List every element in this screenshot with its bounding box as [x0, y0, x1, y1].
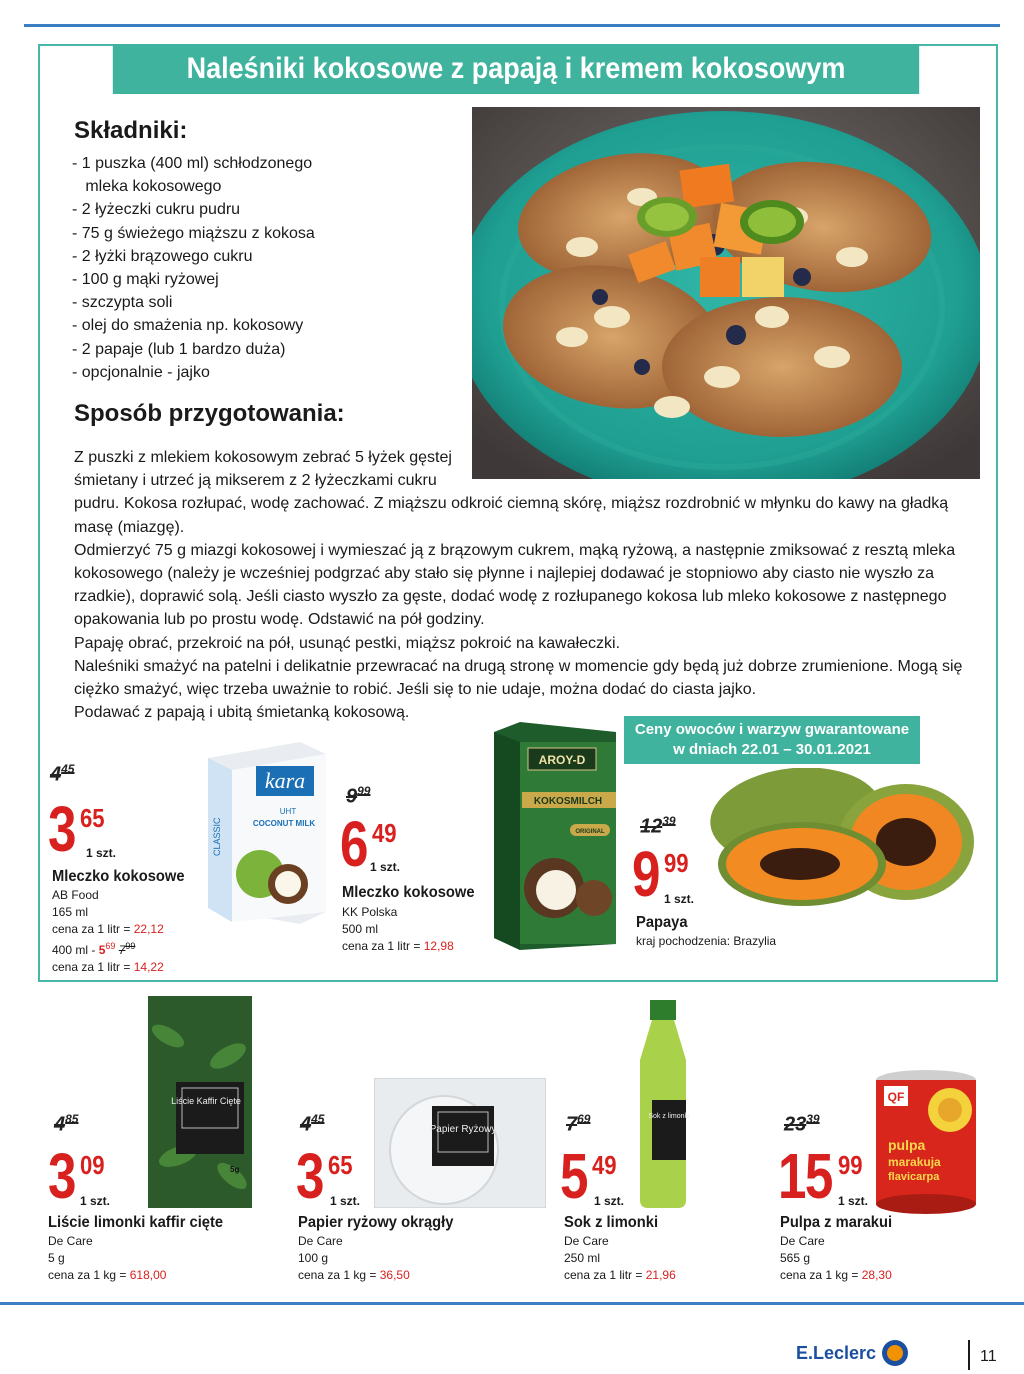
papaya-origin: kraj pochodzenia: Brazylia — [636, 934, 777, 948]
kaffir-pack-weight: 5g — [230, 1165, 240, 1174]
kara-logo: kara — [264, 768, 306, 793]
kaffir-name: Liście limonki kaffir cięte — [48, 1214, 224, 1231]
kaffir-size: 5 g — [48, 1251, 65, 1265]
kara-multi-offer: 400 ml - $5^{69}$ $7^{99}$ — [52, 941, 136, 957]
method-line: rzadkie), doprawić solą. Jeśli ciasto wyszło za gęste, dodać wodę z rozłupanego kokosa lub mleko kokosowe z następnego — [74, 588, 947, 606]
leclerc-wordmark: E.Leclerc — [796, 1342, 877, 1363]
method-line: Papaję obrać, przekroić na pół, usunąć pestki, miąższ pokroić na kawałeczki. — [74, 634, 621, 652]
guarantee-line-2: w dniach 22.01 – 30.01.2021 — [673, 741, 871, 758]
papaya-name: Papaya — [636, 914, 688, 931]
kaffir-old-price: $4^{85}$ — [54, 1112, 79, 1136]
lime-juice-price: 5 49 — [560, 1140, 617, 1212]
kara-unit-price: cena za 1 litr = 22,12 — [52, 922, 164, 936]
guarantee-line-1: Ceny owoców i warzyw gwarantowane — [634, 721, 910, 738]
lime-juice-name: Sok z limonki — [564, 1214, 659, 1231]
passion-old-price: $23^{39}$ — [784, 1112, 820, 1136]
footer-brand — [796, 1340, 908, 1366]
aroyd-price: 6 49 — [340, 808, 397, 880]
aroyd-name: Mleczko kokosowe — [342, 884, 475, 901]
ingredients-list — [72, 152, 372, 384]
rice-paper-old-price: $4^{45}$ — [300, 1112, 325, 1136]
method-text — [74, 446, 974, 724]
bottom-rule — [0, 1302, 1024, 1305]
passion-size: 565 g — [780, 1251, 811, 1265]
passion-can — [874, 1070, 978, 1214]
rice-paper-name: Papier ryżowy okrągły — [298, 1214, 454, 1231]
papaya-price: 9 99 — [632, 838, 689, 910]
ingredient-item: - 2 łyżki brązowego cukru — [72, 247, 253, 265]
rice-paper-size: 100 g — [298, 1251, 329, 1265]
kara-name: Mleczko kokosowe — [52, 868, 185, 885]
kaffir-price: 3 09 — [48, 1140, 105, 1212]
top-rule — [24, 24, 1000, 27]
ingredient-item: mleka kokosowego — [72, 178, 222, 196]
papaya-image — [696, 768, 976, 918]
page-number: 11 — [980, 1348, 997, 1365]
rice-paper-package — [374, 1078, 546, 1208]
method-line: śmietany i utrzeć ją mikserem z 2 łyżeczkami cukru — [74, 472, 437, 490]
price-guarantee-banner — [624, 716, 920, 764]
aroyd-pack-badge: ORIGINAL — [575, 829, 605, 835]
rice-paper-unit-price: cena za 1 kg = 36,50 — [298, 1268, 410, 1282]
aroyd-pack-label: KOKOSMILCH — [533, 796, 603, 807]
ingredient-item: - szczypta soli — [72, 294, 173, 312]
passion-brand: De Care — [780, 1234, 825, 1248]
recipe-title: Naleśniki kokosowe z papają i kremem kokosowym — [113, 44, 919, 94]
aroyd-size: 500 ml — [342, 922, 379, 936]
pancake-photo — [472, 107, 980, 479]
kaffir-pack-label: Liście Kaffir Cięte — [171, 1096, 241, 1106]
ingredient-item: - 2 papaje (lub 1 bardzo duża) — [72, 340, 286, 358]
passion-brand-logo: QF — [887, 1090, 905, 1104]
kaffir-package — [148, 996, 252, 1208]
passion-pack-line-1: pulpa — [888, 1137, 926, 1153]
ingredient-item: - 2 łyżeczki cukru pudru — [72, 201, 241, 219]
kara-size: 165 ml — [52, 905, 89, 919]
lime-juice-details — [564, 1233, 676, 1284]
aroyd-unit: 1 szt. — [370, 860, 401, 874]
method-line: Odmierzyć 75 g miazgi kokosowej i wymieszać ją z brązowym cukrem, mąką ryżową, a następnie zmiksować z resztą mleka — [74, 541, 956, 559]
aroyd-details — [342, 904, 454, 955]
kara-pack-uht: UHT — [279, 807, 297, 816]
kara-old-price: $4^{45}$ — [50, 762, 75, 786]
passion-price: 15 99 — [778, 1140, 863, 1212]
kaffir-unit-price: cena za 1 kg = 618,00 — [48, 1268, 167, 1282]
passion-pack-line-3: flavicarpa — [888, 1171, 940, 1183]
ingredient-item: - 100 g mąki ryżowej — [72, 271, 219, 289]
kaffir-unit: 1 szt. — [80, 1194, 111, 1208]
method-line: masę (miazgę). — [74, 518, 185, 536]
footer-divider — [968, 1340, 970, 1370]
passion-name: Pulpa z marakui — [780, 1214, 893, 1231]
papaya-old-price: $12^{39}$ — [640, 814, 676, 838]
kaffir-brand: De Care — [48, 1234, 93, 1248]
kara-unit: 1 szt. — [86, 846, 117, 860]
method-heading: Sposób przygotowania: — [74, 400, 345, 427]
papaya-unit: 1 szt. — [664, 892, 695, 906]
kara-pack-side: CLASSIC — [212, 817, 222, 856]
passion-details — [780, 1233, 892, 1284]
rice-paper-price: 3 65 — [296, 1140, 353, 1212]
aroyd-brand: KK Polska — [342, 905, 398, 919]
ingredient-item: - olej do smażenia np. kokosowy — [72, 317, 304, 335]
method-line: Podawać z papają i ubitą śmietanką kokosową. — [74, 704, 410, 722]
lime-juice-brand: De Care — [564, 1234, 609, 1248]
lime-juice-pack-label: Sok z limonki — [648, 1113, 690, 1120]
method-line: Naleśniki smażyć na patelni i delikatnie przewracać na drugą stronę w momencie gdy będą już dobrze zrumienione. Mogą się — [74, 657, 963, 675]
kara-brand: AB Food — [52, 888, 99, 902]
rice-paper-brand: De Care — [298, 1234, 343, 1248]
lime-juice-unit-price: cena za 1 litr = 21,96 — [564, 1268, 676, 1282]
method-line: opakowania lub po prostu wodę. Odstawić na pół godziny. — [74, 611, 485, 629]
aroyd-old-price: $9^{99}$ — [346, 784, 371, 808]
aroyd-unit-price: cena za 1 litr = 12,98 — [342, 939, 454, 953]
kara-pack-label: COCONUT MILK — [252, 819, 316, 828]
method-line: ciężko smażyć, więc trzeba uważnie to robić. Jeśli się to nie udaje, można dodać do ciasta jajko. — [74, 681, 757, 699]
method-line: kokosowego (należy je wcześniej podgrzać aby stało się płynne i najlepiej dodawać je stopniowo aby ciasto nie wyszło za — [74, 565, 935, 583]
passion-unit: 1 szt. — [838, 1194, 869, 1208]
rice-paper-unit: 1 szt. — [330, 1194, 361, 1208]
aroyd-logo: AROY-D — [538, 753, 586, 767]
method-line: Z puszki z mlekiem kokosowym zebrać 5 łyżek gęstej — [74, 449, 452, 466]
leclerc-logo-icon — [882, 1340, 908, 1366]
method-line: pudru. Kokosa rozłupać, wodę zachować. Z miąższu odkroić ciemną skórę, miąższ rozdrobnić w młynku do kawy na gładką — [74, 495, 949, 513]
kaffir-details — [48, 1233, 166, 1284]
rice-paper-details — [298, 1233, 410, 1284]
ingredient-item: - opcjonalnie - jajko — [72, 363, 210, 381]
passion-unit-price: cena za 1 kg = 28,30 — [780, 1268, 892, 1282]
ingredient-item: - 75 g świeżego miąższu z kokosa — [72, 224, 315, 242]
kara-package — [196, 736, 330, 926]
lime-juice-size: 250 ml — [564, 1251, 601, 1265]
passion-pack-line-2: marakuja — [888, 1155, 941, 1169]
ingredients-heading: Składniki: — [74, 117, 188, 144]
lime-juice-old-price: $7^{69}$ — [566, 1112, 591, 1136]
kara-unit-price-2: cena za 1 litr = 14,22 — [52, 960, 164, 974]
aroyd-package — [484, 718, 622, 952]
kara-price: 3 65 — [48, 793, 105, 865]
ingredient-item: - 1 puszka (400 ml) schłodzonego — [72, 155, 313, 172]
kara-details — [52, 887, 164, 976]
rice-paper-pack-label: Papier Ryżowy — [429, 1124, 497, 1135]
lime-juice-unit: 1 szt. — [594, 1194, 625, 1208]
